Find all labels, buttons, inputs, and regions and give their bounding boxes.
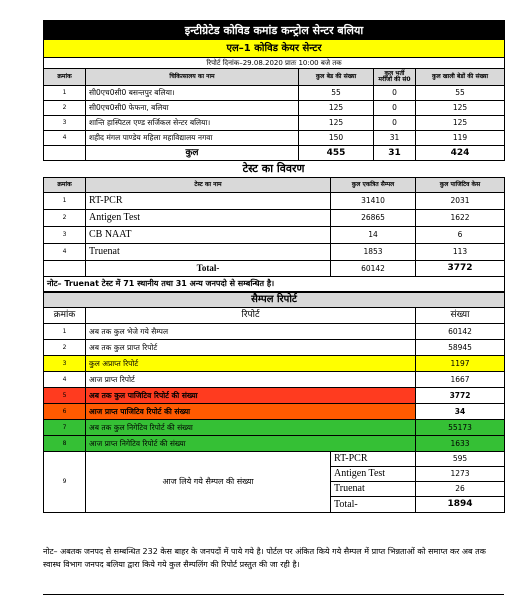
sample-row-no: 7 (44, 420, 86, 436)
sample-row-no: 4 (44, 372, 86, 388)
test-row-no: 4 (44, 244, 86, 261)
bed-row-total: 150 (299, 131, 374, 146)
tests-header-samples: कुल एकत्रित सैम्पल (331, 178, 416, 193)
today-item-value: 1273 (416, 467, 505, 482)
today-total: 1894 (416, 497, 505, 513)
list-item (44, 324, 505, 340)
list-item (44, 436, 505, 452)
test-row-name: RT-PCR (86, 193, 331, 210)
test-row-samples: 14 (331, 227, 416, 244)
today-samples-row (44, 452, 505, 467)
bed-row-empty: 55 (416, 86, 505, 101)
table-row (44, 244, 505, 261)
sample-row-no: 8 (44, 436, 86, 452)
bed-row-no: 1 (44, 86, 86, 101)
bed-row-no: 4 (44, 131, 86, 146)
tests-header-positive: कुल पाजिटिव केस (416, 178, 505, 193)
divider (43, 594, 504, 595)
page-subtitle: एल–1 कोविड केयर सेन्टर (44, 40, 505, 58)
bed-row-name: सी0एच0सी0 फेफना, बलिया (86, 101, 299, 116)
table-row (44, 210, 505, 227)
beds-header-no: क्रमांक (44, 69, 86, 86)
sample-row-label: अब तक कुल भेजे गये सैम्पल (86, 324, 416, 340)
sample-row-label: आज प्राप्त निगेटिव रिपोर्ट की संख्या (86, 436, 416, 452)
test-row-samples: 1853 (331, 244, 416, 261)
test-row-no: 1 (44, 193, 86, 210)
bed-row-empty: 125 (416, 116, 505, 131)
bed-row-no: 2 (44, 101, 86, 116)
test-row-samples: 31410 (331, 193, 416, 210)
page-title: इन्टीग्रेटेड कोविड कमांड कन्ट्रोल सेन्टर बलिया (44, 21, 505, 40)
today-item-value: 26 (416, 482, 505, 497)
beds-admitted-total: 31 (374, 146, 416, 161)
bed-row-admitted: 31 (374, 131, 416, 146)
tests-total-samples: 60142 (331, 261, 416, 277)
test-row-positive: 6 (416, 227, 505, 244)
list-item (44, 356, 505, 372)
beds-table (43, 20, 505, 161)
table-row (44, 101, 505, 116)
sample-row-value: 60142 (416, 324, 505, 340)
sample-row-no: 2 (44, 340, 86, 356)
beds-header-name: चिकित्सालय का नाम (86, 69, 299, 86)
sample-row-value: 55173 (416, 420, 505, 436)
list-item (44, 404, 505, 420)
beds-total: 455 (299, 146, 374, 161)
tests-header-name: टेस्ट का नाम (86, 178, 331, 193)
test-row-name: Truenat (86, 244, 331, 261)
sample-row-no: 6 (44, 404, 86, 420)
beds-total-row (44, 146, 505, 161)
test-row-positive: 113 (416, 244, 505, 261)
sample-row-label: कुल अप्राप्त रिपोर्ट (86, 356, 416, 372)
beds-header-total: कुल बेड की संख्या (299, 69, 374, 86)
table-row (44, 86, 505, 101)
sample-row-no: 3 (44, 356, 86, 372)
bed-row-total: 125 (299, 116, 374, 131)
tests-table (43, 177, 505, 292)
sample-row-label: अब तक कुल प्राप्त रिपोर्ट (86, 340, 416, 356)
samples-header-report: रिपोर्ट (86, 308, 416, 324)
bed-row-total: 125 (299, 101, 374, 116)
today-item-name: RT-PCR (331, 452, 416, 467)
list-item (44, 372, 505, 388)
bed-row-no: 3 (44, 116, 86, 131)
list-item (44, 420, 505, 436)
sample-row-label: आज प्राप्त रिपोर्ट (86, 372, 416, 388)
today-item-value: 595 (416, 452, 505, 467)
footnote: नोट– अबतक जनपद से सम्बन्धित 232 केस बाहर के जनपदों में पाये गये है। पोर्टल पर अंकित किये गये सैम्पल में प्राप्त भिन्नताओं को समाप्त कर अब तक स्वास्थ विभाग जनपद बलिया द्वारा किये गये कुल सैम्पलिंग की रिपोर्ट प्रस्तुत की जा रही है। (43, 547, 486, 569)
sample-row-label: अब तक कुल पाजिटिव रिपोर्ट की संख्या (86, 388, 416, 404)
bed-row-name: शहीद मंगल पाण्डेय महिला महाविद्यालय नगवा (86, 131, 299, 146)
samples-header-no: क्रमांक (44, 308, 86, 324)
table-row (44, 193, 505, 210)
tests-total-row (44, 261, 505, 277)
sample-row-value: 1197 (416, 356, 505, 372)
samples-table (43, 292, 505, 513)
sample-row-no: 5 (44, 388, 86, 404)
sample-row-no: 1 (44, 324, 86, 340)
test-row-name: CB NAAT (86, 227, 331, 244)
bed-row-admitted: 0 (374, 86, 416, 101)
bed-row-total: 55 (299, 86, 374, 101)
tests-header-no: क्रमांक (44, 178, 86, 193)
table-row (44, 131, 505, 146)
today-samples-no: 9 (44, 452, 86, 513)
sample-row-label: आज प्राप्त पाजिटिव रिपोर्ट की संख्या (86, 404, 416, 420)
tests-total-positive: 3772 (416, 261, 505, 277)
bed-row-name: शान्ति हास्पिटल एण्ड सर्जिकल सेन्टर बलिया। (86, 116, 299, 131)
bed-row-name: सी0एच0सी0 बसन्तपुर बलिया। (86, 86, 299, 101)
tests-title: टेस्ट का विवरण (242, 162, 305, 175)
bed-row-admitted: 0 (374, 101, 416, 116)
tests-total-label: Total- (86, 261, 331, 277)
report-date: रिपोर्ट दिनांक–29.08.2020 प्रातः 10:00 बजे तक (44, 58, 505, 69)
today-total-label: Total- (331, 497, 416, 513)
list-item (44, 340, 505, 356)
sample-row-label: अब तक कुल निगेटिव रिपोर्ट की संख्या (86, 420, 416, 436)
today-item-name: Antigen Test (331, 467, 416, 482)
list-item (44, 388, 505, 404)
test-row-samples: 26865 (331, 210, 416, 227)
tests-note: नोट– Truenat टेस्ट में 71 स्थानीय तथा 31 अन्य जनपदो से सम्बन्धित है। (44, 277, 505, 292)
test-row-positive: 1622 (416, 210, 505, 227)
beds-header-admitted: कुल भर्ती मरीजों की सं0 (374, 69, 416, 86)
bed-row-empty: 119 (416, 131, 505, 146)
sample-row-value: 34 (416, 404, 505, 420)
report-sheet (43, 20, 504, 513)
samples-title: सैम्पल रिपोर्ट (44, 293, 505, 308)
beds-header-empty: कुल खाली बेडों की संख्या (416, 69, 505, 86)
sample-row-value: 58945 (416, 340, 505, 356)
sample-row-value: 3772 (416, 388, 505, 404)
bed-row-admitted: 0 (374, 116, 416, 131)
today-samples-label: आज लिये गये सैम्पल की संख्या (86, 452, 331, 513)
today-item-name: Truenat (331, 482, 416, 497)
test-row-name: Antigen Test (86, 210, 331, 227)
table-row (44, 227, 505, 244)
sample-row-value: 1633 (416, 436, 505, 452)
test-row-no: 3 (44, 227, 86, 244)
test-row-no: 2 (44, 210, 86, 227)
samples-header-count: संख्या (416, 308, 505, 324)
table-row (44, 116, 505, 131)
bed-row-empty: 125 (416, 101, 505, 116)
test-row-positive: 2031 (416, 193, 505, 210)
beds-empty-total: 424 (416, 146, 505, 161)
sample-row-value: 1667 (416, 372, 505, 388)
beds-total-label: कुल (86, 146, 299, 161)
